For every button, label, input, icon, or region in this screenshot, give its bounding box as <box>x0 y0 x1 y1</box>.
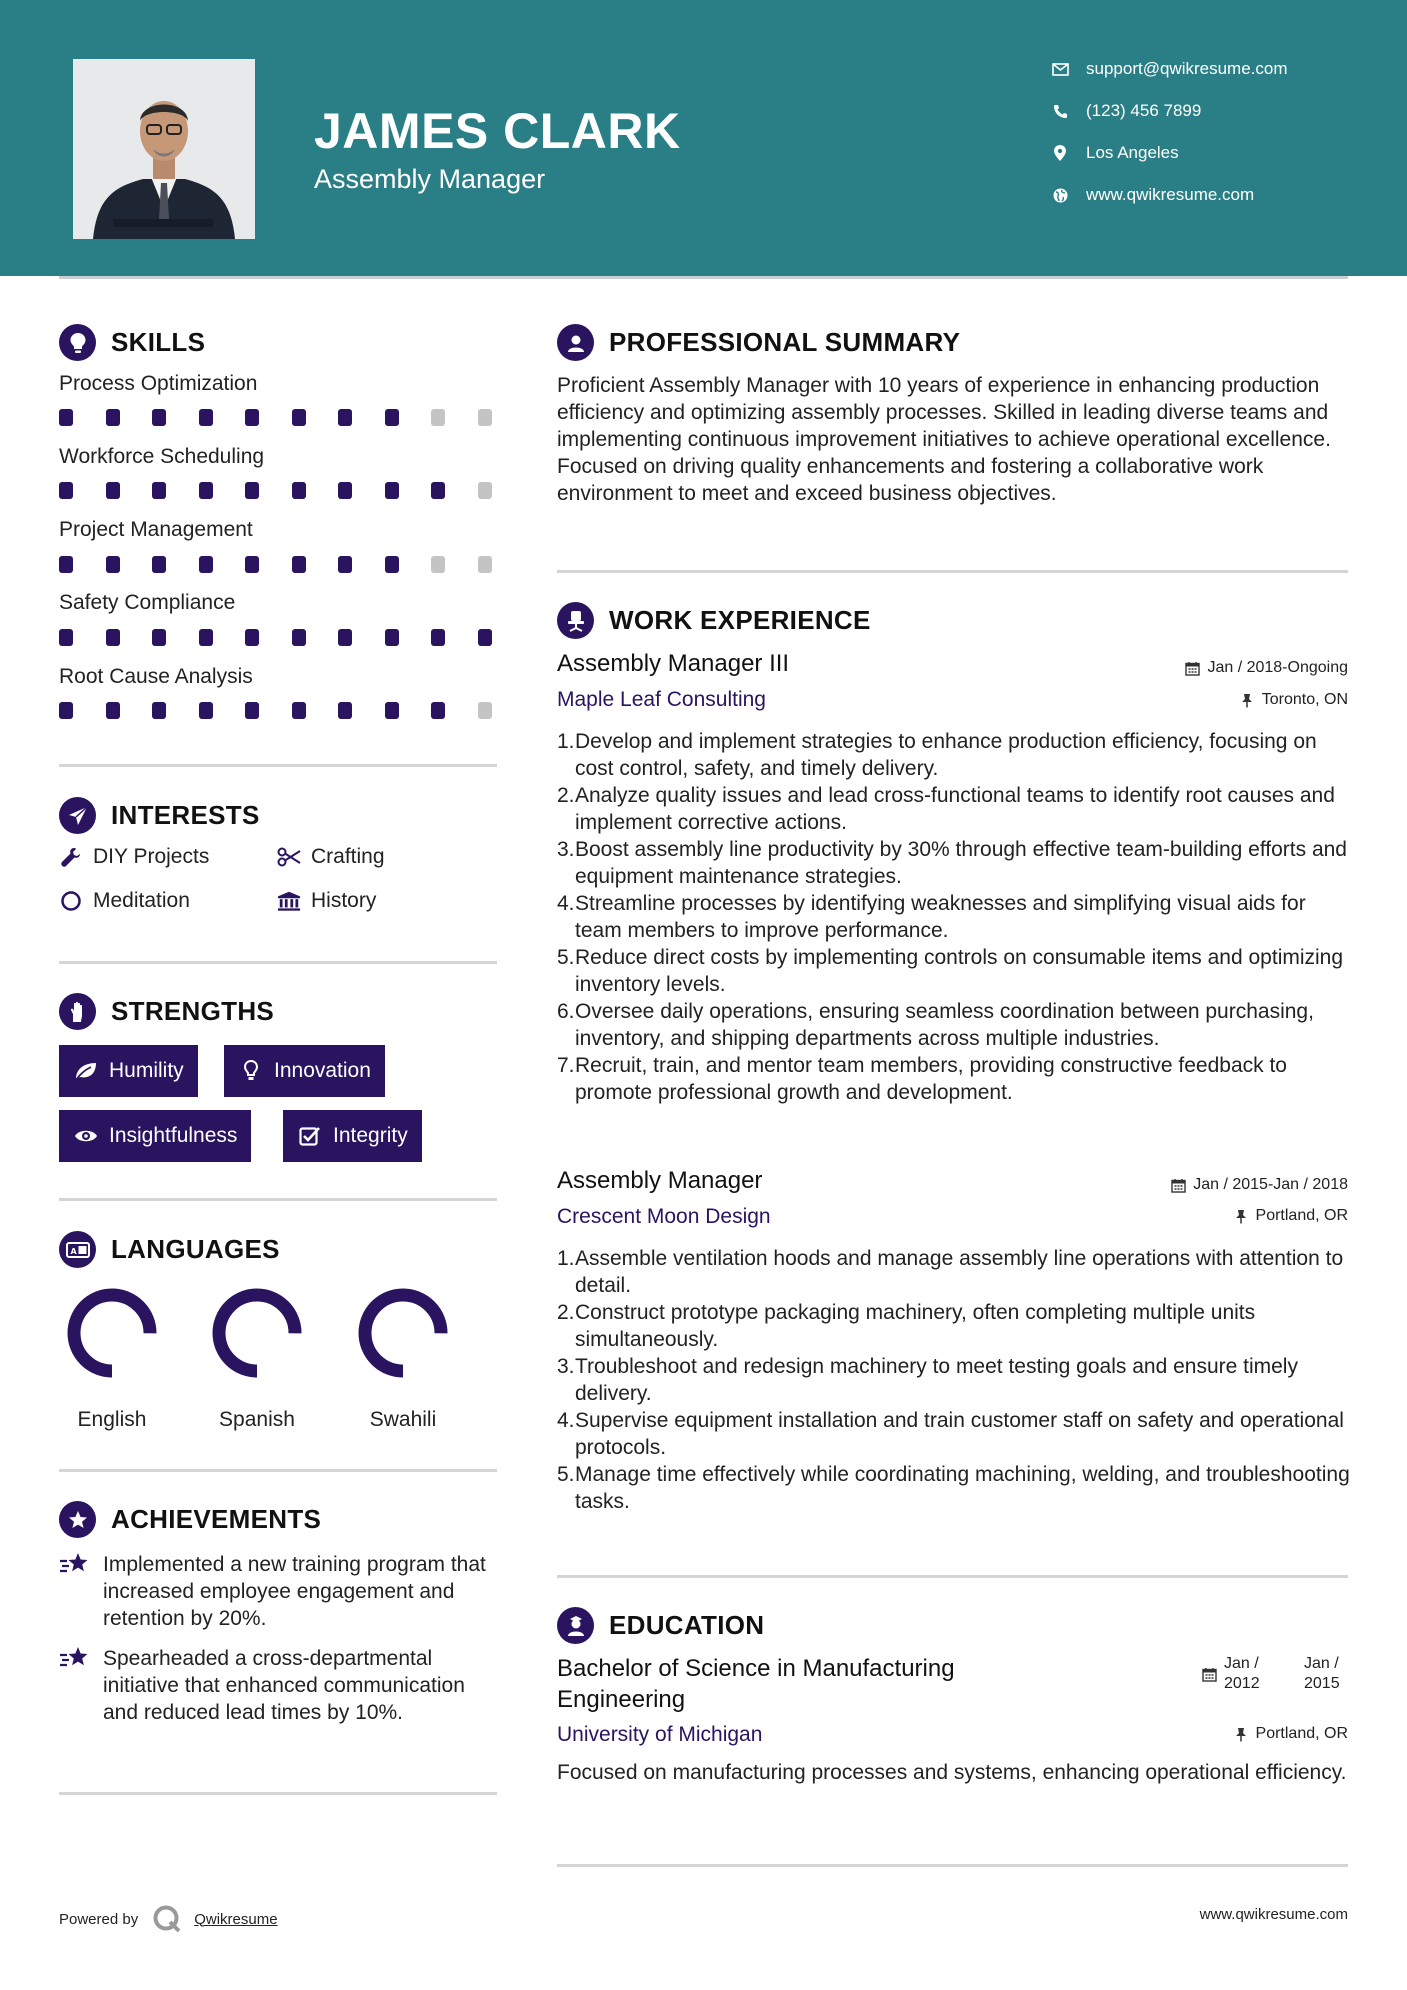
user-icon <box>557 324 594 361</box>
duty-item <box>557 728 1352 782</box>
rating-dot-filled <box>338 556 352 573</box>
strength-label: Integrity <box>333 1124 408 1147</box>
section-divider <box>557 1864 1348 1867</box>
duty-number: 4. <box>557 1409 575 1432</box>
circle-icon <box>59 889 83 913</box>
qwikresume-logo-icon <box>152 1904 182 1934</box>
skill-rating <box>59 629 524 646</box>
languages-heading <box>59 1231 280 1268</box>
interest-item <box>59 845 209 869</box>
experience-heading <box>557 602 871 639</box>
rating-dot-filled <box>292 629 306 646</box>
education-end-date: Jan / 2015 <box>1304 1655 1340 1692</box>
rating-dot-filled <box>338 629 352 646</box>
language-label: Swahili <box>369 1408 437 1431</box>
job-duties <box>557 728 1352 1106</box>
job-company: Crescent Moon Design <box>557 1205 771 1228</box>
duty-text: Analyze quality issues and lead cross-functional teams to identify root causes and implement corrective actions. <box>575 784 1335 834</box>
candidate-title: Assembly Manager <box>314 164 546 194</box>
rating-dot-filled <box>106 409 120 426</box>
rating-dot-filled <box>338 409 352 426</box>
contact-website[interactable] <box>1050 183 1254 207</box>
language-ring <box>209 1285 305 1381</box>
rating-dot-filled <box>152 482 166 499</box>
school-name: University of Michigan <box>557 1723 763 1746</box>
summary-title: PROFESSIONAL SUMMARY <box>609 327 961 357</box>
duty-item <box>557 1407 1352 1461</box>
rating-dot-filled <box>245 482 259 499</box>
rating-dot-filled <box>338 702 352 719</box>
duty-text: Reduce direct costs by implementing controls on consumable items and optimizing inventory levels. <box>575 946 1344 996</box>
rating-dot-filled <box>106 629 120 646</box>
rating-dot-filled <box>59 556 73 573</box>
duty-text: Troubleshoot and redesign machinery to meet testing goals and ensure timely delivery. <box>575 1355 1298 1405</box>
strength-badge <box>224 1045 385 1097</box>
skill-label: Process Optimization <box>59 372 258 395</box>
strengths-title: STRENGTHS <box>111 996 275 1026</box>
interest-item <box>59 889 190 913</box>
duty-text: Develop and implement strategies to enhance production efficiency, focusing on cost control, safety, and timely delivery. <box>575 730 1317 780</box>
contact-location <box>1050 141 1179 165</box>
interests-title: INTERESTS <box>111 800 260 830</box>
section-divider <box>557 570 1348 573</box>
language-label: English <box>77 1408 147 1431</box>
duty-text: Recruit, train, and mentor team members, providing constructive feedback to promote professional growth and development. <box>575 1054 1287 1104</box>
job-duties <box>557 1245 1352 1515</box>
star-badge-icon <box>59 1501 96 1538</box>
rating-dot-filled <box>152 409 166 426</box>
powered-by-text: Powered by <box>59 1910 139 1928</box>
skill-label: Project Management <box>59 518 253 541</box>
skills-heading <box>59 324 205 361</box>
rating-dot-empty <box>431 556 445 573</box>
interest-label: Crafting <box>311 845 385 868</box>
rating-dot-filled <box>106 702 120 719</box>
strength-label: Innovation <box>274 1059 371 1082</box>
job-location-text: Toronto, ON <box>1261 691 1348 708</box>
check-square-icon <box>297 1125 323 1147</box>
rating-dot-filled <box>152 556 166 573</box>
language-item <box>348 1285 458 1432</box>
duty-item <box>557 1461 1352 1515</box>
rating-dot-filled <box>292 556 306 573</box>
duty-text: Manage time effectively while coordinating machining, welding, and troubleshooting tasks. <box>575 1463 1350 1513</box>
job-location-text: Portland, OR <box>1255 1207 1348 1224</box>
job-title: Assembly Manager <box>557 1167 763 1194</box>
duty-text: Boost assembly line productivity by 30% through effective team-building efforts and equipment maintenance strategies. <box>575 838 1347 888</box>
contact-email[interactable] <box>1050 57 1288 81</box>
interest-label: History <box>311 889 377 912</box>
language-item <box>57 1285 167 1432</box>
duty-number: 3. <box>557 1355 575 1378</box>
section-divider <box>59 764 497 767</box>
achievement-text: Implemented a new training program that increased employee engagement and retention by 20%. <box>103 1553 486 1630</box>
duty-item <box>557 782 1352 836</box>
education-title: EDUCATION <box>609 1610 765 1640</box>
rating-dot-filled <box>59 629 73 646</box>
strength-label: Insightfulness <box>109 1124 238 1147</box>
candidate-name: JAMES CLARK <box>314 103 681 159</box>
duty-text: Assemble ventilation hoods and manage assembly line operations with attention to detail. <box>575 1247 1344 1297</box>
education-heading <box>557 1607 764 1644</box>
calendar-icon <box>1170 1177 1186 1193</box>
rating-dot-empty <box>431 409 445 426</box>
header-divider <box>59 276 1348 279</box>
duty-item <box>557 1245 1352 1299</box>
rating-dot-filled <box>106 556 120 573</box>
skill-label: Workforce Scheduling <box>59 445 265 468</box>
job-location <box>1233 1207 1348 1225</box>
rating-dot-filled <box>199 409 213 426</box>
strength-badge <box>59 1045 198 1097</box>
duty-item <box>557 836 1352 890</box>
education-start-date: Jan / 2012 <box>1224 1655 1260 1692</box>
interests-heading <box>59 797 260 834</box>
rating-dot-filled <box>431 482 445 499</box>
job-dates <box>1170 1176 1348 1194</box>
wrench-icon <box>59 845 83 869</box>
job-title: Assembly Manager III <box>557 650 790 677</box>
achievement-item <box>59 1551 499 1632</box>
language-ring <box>355 1285 451 1381</box>
rating-dot-filled <box>385 409 399 426</box>
header-banner <box>0 0 1407 276</box>
duty-number: 1. <box>557 730 575 753</box>
strengths-heading <box>59 993 274 1030</box>
rating-dot-empty <box>478 482 492 499</box>
education-location <box>1233 1725 1348 1743</box>
rating-dot-empty <box>478 409 492 426</box>
job-dates-text: Jan / 2015-Jan / 2018 <box>1193 1176 1348 1193</box>
scissors-icon <box>277 845 301 869</box>
skill-label: Root Cause Analysis <box>59 665 253 688</box>
section-divider <box>59 1198 497 1201</box>
rating-dot-filled <box>292 702 306 719</box>
duty-number: 2. <box>557 784 575 807</box>
profile-photo <box>73 59 255 239</box>
rating-dot-filled <box>431 702 445 719</box>
achievements-title: ACHIEVEMENTS <box>111 1504 322 1534</box>
summary-text: Proficient Assembly Manager with 10 years of experience in enhancing production efficiency and optimizing assembly processes. Skilled in leading diverse teams and implementing continuous improvement initiatives to achieve operational excellence. Focused on driving quality enhancements and fostering a collaborative work environment to meet and exceed business objectives. <box>557 374 1331 505</box>
rating-dot-filled <box>478 629 492 646</box>
pushpin-icon <box>1233 1726 1249 1742</box>
rating-dot-filled <box>152 629 166 646</box>
duty-text: Construct prototype packaging machinery, often completing multiple units simultaneously. <box>575 1301 1256 1351</box>
rating-dot-filled <box>199 702 213 719</box>
contact-email-text: support@qwikresume.com <box>1086 59 1288 78</box>
qwikresume-link[interactable]: Qwikresume <box>194 1910 278 1928</box>
pushpin-icon <box>1233 1208 1249 1224</box>
contact-phone[interactable] <box>1050 99 1201 123</box>
rating-dot-filled <box>245 629 259 646</box>
footer-powered-by <box>59 1904 278 1934</box>
skill-rating <box>59 702 524 719</box>
rating-dot-filled <box>245 409 259 426</box>
job-dates-text: Jan / 2018-Ongoing <box>1207 659 1348 676</box>
hand-icon <box>59 993 96 1030</box>
paper-plane-icon <box>59 797 96 834</box>
pushpin-icon <box>1239 692 1255 708</box>
rating-dot-filled <box>385 629 399 646</box>
rating-dot-filled <box>292 482 306 499</box>
rating-dot-empty <box>478 556 492 573</box>
rating-dot-filled <box>199 629 213 646</box>
shooting-star-icon <box>59 1645 93 1726</box>
rating-dot-filled <box>152 702 166 719</box>
eye-icon <box>73 1125 99 1147</box>
strength-badge <box>59 1110 251 1162</box>
rating-dot-filled <box>245 702 259 719</box>
rating-dot-filled <box>385 556 399 573</box>
strength-label: Humility <box>109 1059 184 1082</box>
skill-rating <box>59 409 524 426</box>
interest-item <box>277 845 385 869</box>
leaf-icon <box>73 1060 99 1082</box>
skills-title: SKILLS <box>111 327 206 357</box>
rating-dot-filled <box>199 556 213 573</box>
location-pin-icon <box>1050 143 1070 163</box>
duty-number: 1. <box>557 1247 575 1270</box>
duty-number: 5. <box>557 946 575 969</box>
duty-number: 2. <box>557 1301 575 1324</box>
language-level-arc <box>365 1295 441 1371</box>
duty-item <box>557 998 1352 1052</box>
rating-dot-filled <box>199 482 213 499</box>
duty-item <box>557 944 1352 998</box>
section-divider <box>59 1792 497 1795</box>
summary-heading <box>557 324 960 361</box>
interest-label: DIY Projects <box>93 845 210 868</box>
section-divider <box>557 1575 1348 1578</box>
contact-website-text: www.qwikresume.com <box>1086 185 1255 204</box>
achievement-item <box>59 1645 499 1726</box>
rating-dot-filled <box>338 482 352 499</box>
rating-dot-filled <box>431 629 445 646</box>
rating-dot-filled <box>106 482 120 499</box>
education-location-text: Portland, OR <box>1255 1725 1348 1742</box>
duty-number: 3. <box>557 838 575 861</box>
education-dates <box>1201 1654 1348 1694</box>
lightbulb-icon <box>238 1060 264 1082</box>
office-chair-icon <box>557 602 594 639</box>
education-description: Focused on manufacturing processes and systems, enhancing operational efficiency. <box>557 1761 1347 1784</box>
duty-text: Oversee daily operations, ensuring seamless coordination between purchasing, inventory, and shipping departments across multiple industries. <box>575 1000 1314 1050</box>
achievement-text: Spearheaded a cross-departmental initiative that enhanced communication and reduced lead times by 10%. <box>103 1647 465 1724</box>
language-level-arc <box>74 1295 150 1371</box>
language-label: Spanish <box>219 1408 295 1431</box>
footer-website[interactable]: www.qwikresume.com <box>1199 1906 1348 1923</box>
duty-item <box>557 1299 1352 1353</box>
duty-text: Streamline processes by identifying weaknesses and simplifying visual aids for team members to improve performance. <box>575 892 1306 942</box>
degree-title: Bachelor of Science in Manufacturing Engineering <box>557 1655 955 1713</box>
language-level-arc <box>219 1295 295 1371</box>
skill-label: Safety Compliance <box>59 591 236 614</box>
museum-icon <box>277 889 301 913</box>
interest-label: Meditation <box>93 889 190 912</box>
duty-number: 4. <box>557 892 575 915</box>
globe-icon <box>1050 185 1070 205</box>
job-company: Maple Leaf Consulting <box>557 688 766 711</box>
job-dates <box>1184 659 1348 677</box>
duty-number: 7. <box>557 1054 575 1077</box>
duty-number: 6. <box>557 1000 575 1023</box>
job-location <box>1239 691 1348 709</box>
rating-dot-filled <box>292 409 306 426</box>
calendar-icon <box>1184 660 1200 676</box>
language-item <box>202 1285 312 1432</box>
duty-number: 5. <box>557 1463 575 1486</box>
section-divider <box>59 961 497 964</box>
phone-icon <box>1050 101 1070 121</box>
interest-item <box>277 889 376 913</box>
duty-item <box>557 1052 1352 1106</box>
rating-dot-empty <box>478 702 492 719</box>
skill-rating <box>59 482 524 499</box>
rating-dot-filled <box>59 409 73 426</box>
language-icon <box>59 1231 96 1268</box>
language-ring <box>64 1285 160 1381</box>
envelope-icon <box>1050 59 1070 79</box>
achievements-heading <box>59 1501 321 1538</box>
experience-title: WORK EXPERIENCE <box>609 605 871 635</box>
skill-rating <box>59 556 524 573</box>
svg-text:A: A <box>70 1246 77 1256</box>
duty-item <box>557 890 1352 944</box>
rating-dot-filled <box>59 702 73 719</box>
duty-item <box>557 1353 1352 1407</box>
contact-location-text: Los Angeles <box>1086 143 1179 162</box>
rating-dot-filled <box>245 556 259 573</box>
languages-title: LANGUAGES <box>111 1234 280 1264</box>
calendar-icon <box>1201 1666 1217 1682</box>
graduate-icon <box>557 1607 594 1644</box>
rating-dot-filled <box>385 482 399 499</box>
shooting-star-icon <box>59 1551 93 1632</box>
strength-badge <box>283 1110 422 1162</box>
contact-phone-text: (123) 456 7899 <box>1086 101 1202 120</box>
section-divider <box>59 1469 497 1472</box>
duty-text: Supervise equipment installation and train customer staff on safety and operational protocols. <box>575 1409 1344 1459</box>
rating-dot-filled <box>59 482 73 499</box>
rating-dot-filled <box>385 702 399 719</box>
lightbulb-icon <box>59 324 96 361</box>
